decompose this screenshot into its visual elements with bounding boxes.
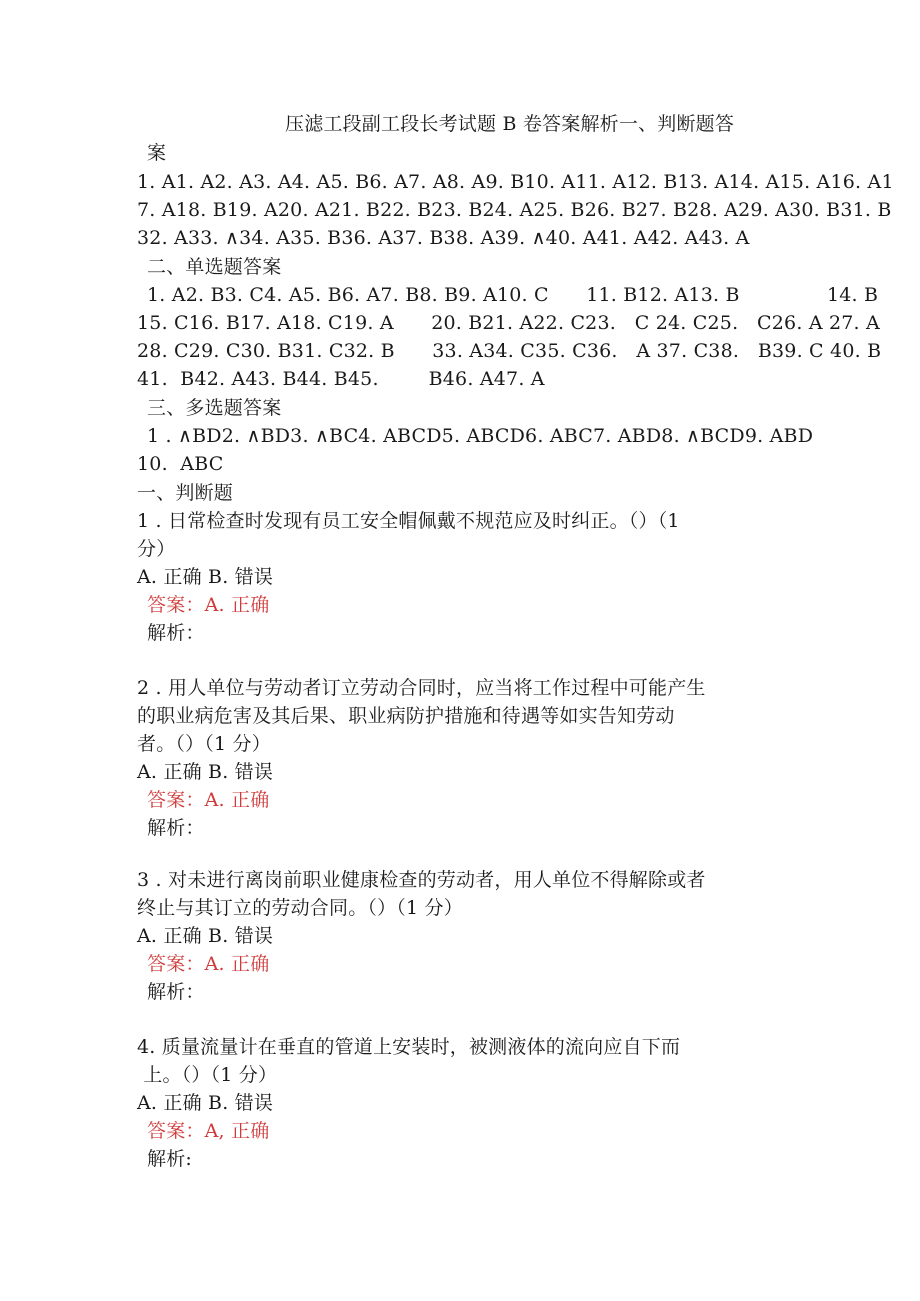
question-text: 3 . 对未进行离岗前职业健康检查的劳动者，用人单位不得解除或者 bbox=[137, 869, 706, 891]
question-analysis: 解析： bbox=[147, 622, 205, 644]
question-text: 者。（）（1 分） bbox=[137, 733, 271, 755]
question-text: 的职业病危害及其后果、职业病防护措施和待遇等如实告知劳动 bbox=[137, 705, 675, 727]
judge-answers-line: 1. A1. A2. A3. A4. A5. B6. A7. A8. A9. B10. A11. A12. B13. A14. A15. A16. A1 bbox=[137, 171, 894, 193]
question-options: A. 正确 B. 错误 bbox=[137, 566, 274, 588]
question-analysis: 解析： bbox=[147, 981, 205, 1003]
question-answer: 答案：A. 正确 bbox=[147, 594, 270, 616]
single-answers-line: 15. C16. B17. A18. C19. A 20. B21. A22. C23. C 24. C25. C26. A 27. A bbox=[137, 312, 880, 334]
question-text: 4. 质量流量计在垂直的管道上安装时，被测液体的流向应自下而 bbox=[137, 1036, 681, 1058]
question-text: 2 . 用人单位与劳动者订立劳动合同时，应当将工作过程中可能产生 bbox=[137, 677, 706, 699]
doc-title: 压滤工段副工段长考试题 B 卷答案解析一、判断题答 bbox=[285, 113, 735, 135]
multi-choice-heading: 三、多选题答案 bbox=[147, 397, 282, 419]
judge-answers-line: 7. A18. B19. A20. A21. B22. B23. B24. A25. B26. B27. B28. A29. A30. B31. B bbox=[137, 199, 892, 221]
question-answer: 答案：A. 正确 bbox=[147, 953, 270, 975]
section-heading: 一、判断题 bbox=[137, 482, 234, 504]
question-text: 分） bbox=[137, 538, 176, 560]
doc-title-wrap: 案 bbox=[147, 142, 167, 164]
single-answers-line: 41. B42. A43. B44. B45. B46. A47. A bbox=[137, 368, 545, 390]
single-choice-heading: 二、单选题答案 bbox=[147, 256, 282, 278]
question-answer: 答案：A, 正确 bbox=[147, 1120, 270, 1142]
question-analysis: 解析: bbox=[147, 1148, 193, 1170]
question-text: 1 . 日常检查时发现有员工安全帽佩戴不规范应及时纠正。（）（1 bbox=[137, 510, 680, 532]
question-options: A. 正确 B. 错误 bbox=[137, 761, 274, 783]
question-options: A. 正确 B. 错误 bbox=[137, 925, 274, 947]
single-answers-line: 1. A2. B3. C4. A5. B6. A7. B8. B9. A10. C 11. B12. A13. B 14. B bbox=[147, 284, 879, 306]
judge-answers-line: 32. A33. ∧34. A35. B36. A37. B38. A39. ∧40. A41. A42. A43. A bbox=[137, 227, 750, 249]
question-analysis: 解析： bbox=[147, 817, 205, 839]
question-answer: 答案：A. 正确 bbox=[147, 789, 270, 811]
multi-answers-line: 1 . ∧BD2. ∧BD3. ∧BC4. ABCD5. ABCD6. ABC7. ABD8. ∧BCD9. ABD bbox=[147, 425, 814, 447]
question-options: A. 正确 B. 错误 bbox=[137, 1092, 274, 1114]
multi-answers-line: 10. ABC bbox=[137, 453, 224, 475]
single-answers-line: 28. C29. C30. B31. C32. B 33. A34. C35. C36. A 37. C38. B39. C 40. B bbox=[137, 340, 882, 362]
question-text: 上。（）（1 分） bbox=[137, 1064, 278, 1086]
question-text: 终止与其订立的劳动合同。（）（1 分） bbox=[137, 897, 463, 919]
